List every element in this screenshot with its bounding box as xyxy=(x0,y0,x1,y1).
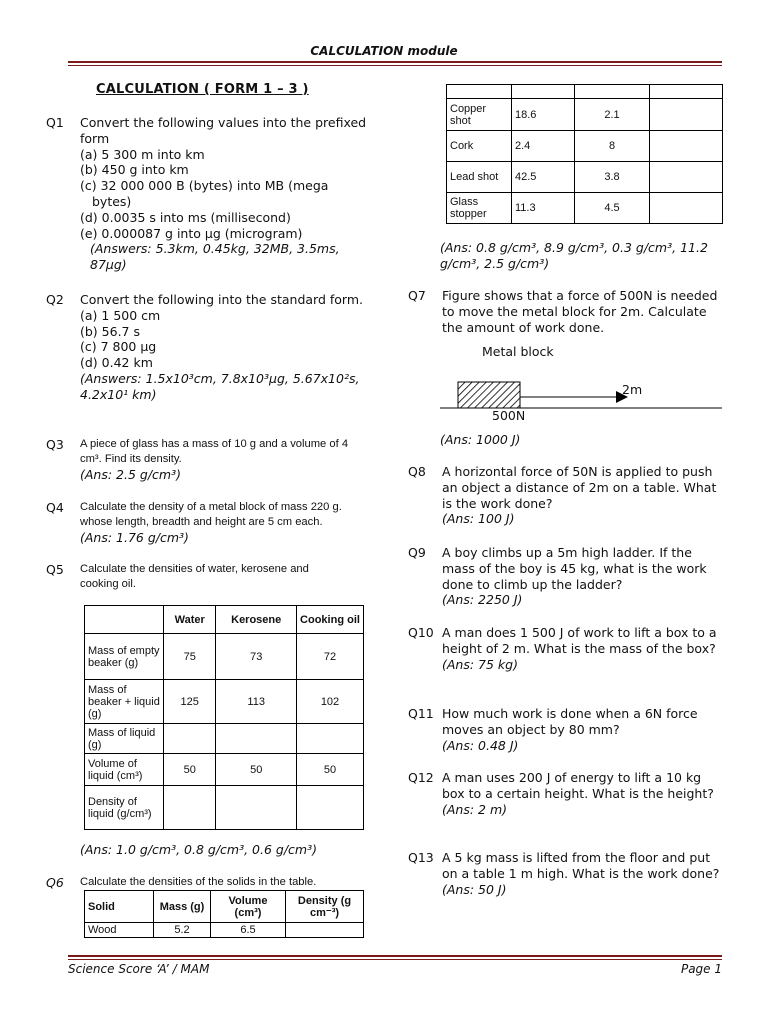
metal-block-figure xyxy=(430,360,730,422)
question-number: Q10 xyxy=(408,625,434,640)
item-e: (e) 0.000087 g into µg (microgram) xyxy=(80,225,303,241)
question-number: Q3 xyxy=(46,437,64,452)
answer-q7: (Ans: 1000 J) xyxy=(440,432,521,447)
item-b: (b) 450 g into km xyxy=(80,162,189,178)
question-text: Calculate the densities of the solids in the table. xyxy=(80,876,317,888)
table-row: Volume of liquid (cm³) 50 50 50 xyxy=(85,754,364,786)
table-header: Density (g cm⁻³) xyxy=(286,891,364,923)
item-a: (a) 1 500 cm xyxy=(80,307,161,323)
answer: (Ans: 0.48 J) xyxy=(442,737,519,753)
question-number: Q12 xyxy=(408,770,434,785)
footer-page-number: Page 1 xyxy=(680,962,722,976)
density-table-liquids xyxy=(84,605,364,830)
table-header: Water xyxy=(164,606,216,634)
answer: (Answers: 5.3km, 0.45kg, 32MB, 3.5ms, 87µg) xyxy=(90,241,340,273)
table-header: Volume (cm³) xyxy=(211,891,286,923)
item-d: (d) 0.0035 s into ms (millisecond) xyxy=(80,209,291,225)
figure-label-distance: 2m xyxy=(622,382,643,397)
item-c: (c) 7 800 µg xyxy=(80,339,157,355)
item-c: (c) 32 000 000 B (bytes) into MB (mega bytes) xyxy=(80,178,329,209)
question-number: Q5 xyxy=(46,562,64,577)
question-number: Q6 xyxy=(46,875,64,890)
answer-q6: (Ans: 0.8 g/cm³, 8.9 g/cm³, 0.3 g/cm³, 11.2 g/cm³, 2.5 g/cm³) xyxy=(440,240,708,271)
footer-rule xyxy=(68,955,722,957)
answer: (Answers: 1.5x10³cm, 7.8x10³µg, 5.67x10²s, 4.2x10¹ km) xyxy=(80,370,360,402)
item-d: (d) 0.42 km xyxy=(80,355,153,371)
question-number: Q2 xyxy=(46,292,64,307)
question-number: Q4 xyxy=(46,500,64,515)
question-number: Q1 xyxy=(46,115,64,130)
answer: (Ans: 50 J) xyxy=(442,881,507,897)
question-text: Convert the following values into the prefixed form xyxy=(80,115,367,146)
question-text: Calculate the densities of water, kerosene and cooking oil. xyxy=(80,563,309,590)
question-number: Q9 xyxy=(408,545,426,560)
item-b: (b) 56.7 s xyxy=(80,323,140,339)
density-table-solids xyxy=(84,890,364,938)
answer: (Ans: 2.5 g/cm³) xyxy=(80,467,181,482)
question-number: Q7 xyxy=(408,288,426,303)
table-header: Mass (g) xyxy=(154,891,211,923)
question-text: A 5 kg mass is lifted from the floor and put on a table 1 m high. What is the work done? xyxy=(442,850,720,881)
question-number: Q11 xyxy=(408,706,434,721)
question-text: Calculate the density of a metal block of mass 220 g. whose length, breadth and height are 5 cm each. xyxy=(80,501,342,528)
table-row: Copper shot 18.6 2.1 xyxy=(447,99,723,131)
footer-rule-thin xyxy=(68,959,722,960)
table-row: Mass of empty beaker (g) 75 73 72 xyxy=(85,634,364,680)
table-row: Mass of beaker + liquid (g) 125 113 102 xyxy=(85,680,364,724)
question-text: A horizontal force of 50N is applied to push an object a distance of 2m on a table. What is the work done? xyxy=(442,464,717,511)
answer: (Ans: 75 kg) xyxy=(442,656,518,672)
figure-label-block: Metal block xyxy=(482,344,554,359)
footer-left: Science Score ‘A’ / MAM xyxy=(68,962,210,976)
question-text: A man uses 200 J of energy to lift a 10 kg box to a certain height. What is the height? xyxy=(442,770,714,801)
header-rule xyxy=(68,61,722,63)
metal-block xyxy=(458,382,520,408)
answer: (Ans: 2 m) xyxy=(442,801,508,817)
answer-q5: (Ans: 1.0 g/cm³, 0.8 g/cm³, 0.6 g/cm³) xyxy=(80,842,317,857)
item-a: (a) 5 300 m into km xyxy=(80,146,205,162)
document-title: CALCULATION ( FORM 1 – 3 ) xyxy=(96,82,309,97)
table-header: Kerosene xyxy=(216,606,297,634)
question-text: How much work is done when a 6N force moves an object by 80 mm? xyxy=(442,706,698,737)
table-row xyxy=(447,85,723,99)
question-number: Q13 xyxy=(408,850,434,865)
table-header: Solid xyxy=(85,891,154,923)
answer: (Ans: 1.76 g/cm³) xyxy=(80,530,189,545)
table-row: Wood 5.2 6.5 xyxy=(85,923,364,938)
question-text: A man does 1 500 J of work to lift a box to a height of 2 m. What is the mass of the box? xyxy=(442,625,717,656)
table-header: Cooking oil xyxy=(297,606,364,634)
answer: (Ans: 2250 J) xyxy=(442,592,523,608)
table-row: Cork 2.4 8 xyxy=(447,131,723,162)
page-header-title: CALCULATION module xyxy=(310,44,458,58)
table-row: Glass stopper 11.3 4.5 xyxy=(447,193,723,224)
table-row: Mass of liquid (g) xyxy=(85,724,364,754)
table-header xyxy=(85,606,164,634)
question-number: Q8 xyxy=(408,464,426,479)
density-table-solids-continued xyxy=(446,84,723,224)
question-text: A boy climbs up a 5m high ladder. If the mass of the boy is 45 kg, what is the work done to climb up the ladder? xyxy=(442,545,707,592)
answer: (Ans: 100 J) xyxy=(442,511,515,527)
figure-label-force: 500N xyxy=(492,408,526,423)
header-rule-thin xyxy=(68,65,722,66)
table-row: Lead shot 42.5 3.8 xyxy=(447,162,723,193)
question-text: A piece of glass has a mass of 10 g and a volume of 4 cm³. Find its density. xyxy=(80,438,349,465)
table-row: Density of liquid (g/cm³) xyxy=(85,786,364,830)
question-text: Convert the following into the standard form. xyxy=(80,292,363,307)
question-text: Figure shows that a force of 500N is needed to move the metal block for 2m. Calculate the amount of work done. xyxy=(442,288,718,335)
